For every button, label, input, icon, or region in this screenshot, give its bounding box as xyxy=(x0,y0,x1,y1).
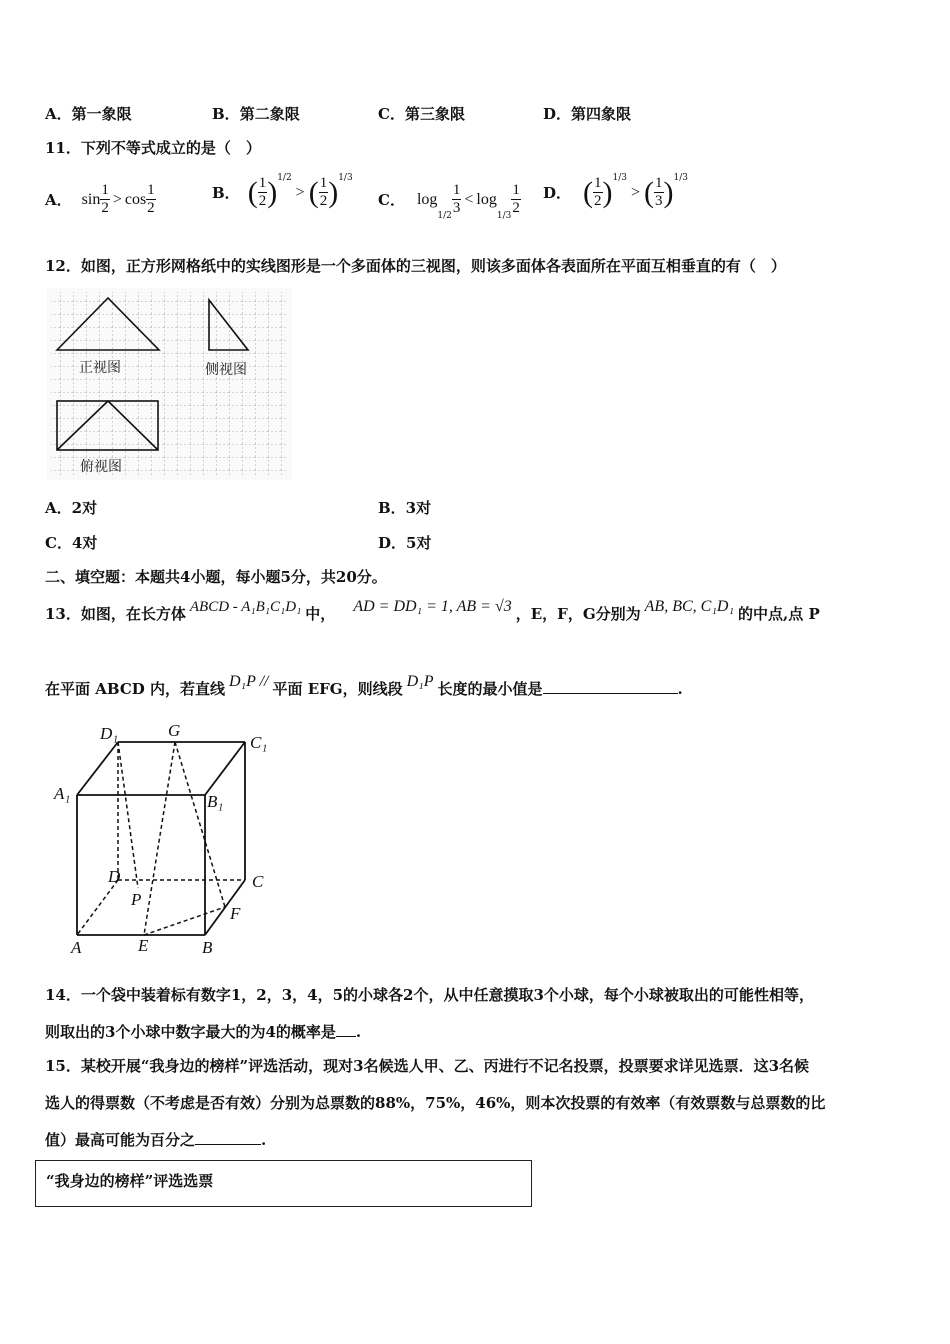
q10-option-c: C．第三象限 xyxy=(378,105,465,123)
q11-a-frac1: $\frac{1}{2}$ xyxy=(101,182,109,216)
q15-line1: 15．某校开展“我身边的榜样”评选活动，现对3名候选人甲、乙、丙进行不记名投票，投票要求详见选票．这3名候 xyxy=(45,1057,810,1075)
q11-option-d: D． ( $\frac{1}{2}$ ) 1/3 > ( $\frac{1}{3}$ ) 1/3 xyxy=(543,173,689,209)
line-ge xyxy=(144,742,175,935)
q11-d-exp2: 1/3 xyxy=(673,173,689,183)
q15-line2: 选人的得票数（不考虑是否有效）分别为总票数的88%，75%，46%，则本次投票的有效率（有效票数与总票数的比 xyxy=(45,1094,826,1112)
q11-a-frac2: $\frac{1}{2}$ xyxy=(147,182,155,216)
q11-d-exp1: 1/3 xyxy=(612,173,627,183)
q11-option-b: B． ( $\frac{1}{2}$ ) 1/2 > ( $\frac{1}{2}$ ) 1/3 xyxy=(212,173,353,209)
q11-a-sin: sin xyxy=(81,190,101,208)
q11-d-letter: D． xyxy=(543,184,572,202)
q11-c-frac2: $\frac{1}{2}$ xyxy=(512,182,520,216)
q11-b-frac1: $\frac{1}{2}$ xyxy=(258,175,267,209)
q14-line2-text: 则取出的3个小球中数字最大的为4的概率是 xyxy=(45,1023,336,1041)
q11-b-exp1: 1/2 xyxy=(277,173,292,183)
q13-answer-blank[interactable] xyxy=(543,692,678,694)
q10-option-d: D．第四象限 xyxy=(543,105,632,123)
q13-mid1: 中， xyxy=(305,605,336,623)
label-e: E xyxy=(138,936,149,955)
label-d: D xyxy=(108,867,121,886)
q15-line3 xyxy=(45,1129,266,1150)
q12-option-a: A．2对 xyxy=(45,499,98,517)
three-view-figure xyxy=(47,288,292,480)
q13-mid2: ，E，F，G分别为 xyxy=(515,605,641,623)
q11-option-a xyxy=(45,182,156,217)
q13-line2-a: 在平面 ABCD 内，若直线 xyxy=(45,680,225,698)
q13-line2 xyxy=(45,673,683,699)
cuboid-figure xyxy=(40,715,280,960)
q13-d1p-parallel: D₁P // xyxy=(229,673,269,690)
q11-c-letter: C． xyxy=(378,191,405,209)
q15-answer-blank[interactable] xyxy=(195,1143,261,1145)
label-p: P xyxy=(131,890,142,909)
q11-d-frac2: $\frac{1}{3}$ xyxy=(655,175,663,209)
q12-option-b: B．3对 xyxy=(378,499,432,517)
line-d1p xyxy=(118,742,138,888)
q11-b-letter: B． xyxy=(212,184,240,202)
q14-line1: 14．一个袋中装着标有数字1，2，3，4，5的小球各2个，从中任意摸取3个小球，每个小球被取出的可能性相等， xyxy=(45,986,814,1004)
q14-end: . xyxy=(355,1023,362,1041)
q11-d-gt: > xyxy=(631,183,641,201)
label-b1: B₁ xyxy=(207,792,224,811)
label-a: A xyxy=(71,938,82,957)
edge-d1a1 xyxy=(77,742,118,795)
q13-line1 xyxy=(45,598,820,624)
edge-da-hidden xyxy=(77,880,118,935)
q10-option-a: A．第一象限 xyxy=(45,105,132,123)
q11-c-log2: log xyxy=(476,190,497,208)
q13-line2-c: 长度的最小值是 xyxy=(437,680,543,698)
q13-mid3: 的中点,点 P xyxy=(738,605,820,623)
edge-b1c1 xyxy=(205,742,245,795)
q11-c-lt: < xyxy=(464,190,474,208)
line-gf xyxy=(175,742,225,907)
label-side-view: 侧视图 xyxy=(205,362,247,378)
label-top-view: 俯视图 xyxy=(80,459,122,475)
q14-answer-blank[interactable] xyxy=(336,1035,356,1037)
q11-a-letter: A． xyxy=(45,191,72,209)
q11-c-base2: 1/3 xyxy=(496,211,512,221)
q11-b-gt: > xyxy=(295,183,305,201)
q11-b-frac2: $\frac{1}{2}$ xyxy=(319,175,328,209)
q11-d-frac1: $\frac{1}{2}$ xyxy=(594,175,602,209)
q11-stem: 11．下列不等式成立的是（ ） xyxy=(45,139,261,157)
q11-b-exp2: 1/3 xyxy=(338,173,353,183)
q12-option-c: C．4对 xyxy=(45,534,98,552)
q12-stem: 12．如图，正方形网格纸中的实线图形是一个多面体的三视图，则该多面体各表面所在平面互相垂直的有（ ） xyxy=(45,257,786,275)
q11-option-c xyxy=(378,182,521,221)
ballot-title: “我身边的榜样”评选选票 xyxy=(46,1172,214,1190)
q13-prefix: 13．如图，在长方体 xyxy=(45,605,186,623)
q13-end: . xyxy=(677,680,683,698)
label-b: B xyxy=(202,938,213,957)
label-front-view: 正视图 xyxy=(79,360,121,376)
label-c: C xyxy=(252,872,264,891)
section2-heading: 二、填空题：本题共4小题，每小题5分，共20分。 xyxy=(45,568,387,586)
q13-segments: AB, BC, C₁D₁ xyxy=(644,598,734,615)
label-a1: A₁ xyxy=(54,784,71,803)
q13-d1p: D₁P xyxy=(406,673,434,690)
q13-line2-b: 平面 EFG，则线段 xyxy=(272,680,403,698)
q12-option-d: D．5对 xyxy=(378,534,432,552)
line-ef xyxy=(144,907,225,935)
label-g: G xyxy=(168,721,181,740)
q15-end: . xyxy=(261,1131,267,1149)
q11-c-log1: log xyxy=(416,190,438,208)
q11-c-frac1: $\frac{1}{3}$ xyxy=(452,182,461,216)
q11-c-base1: 1/2 xyxy=(437,211,452,221)
q11-a-gt: > xyxy=(112,190,122,208)
label-f: F xyxy=(230,904,241,923)
label-d1: D₁ xyxy=(100,724,119,743)
q15-line3-text: 值）最高可能为百分之 xyxy=(45,1131,196,1149)
q13-condition: AD = DD₁ = 1, AB = √3 xyxy=(353,598,512,615)
q14-line2 xyxy=(45,1021,361,1042)
ballot-box xyxy=(35,1160,532,1207)
label-c1: C₁ xyxy=(250,733,268,752)
q13-box-name: ABCD - A₁B₁C₁D₁ xyxy=(189,599,302,615)
q10-option-b: B．第二象限 xyxy=(212,105,300,123)
q11-a-cos: cos xyxy=(124,190,147,208)
